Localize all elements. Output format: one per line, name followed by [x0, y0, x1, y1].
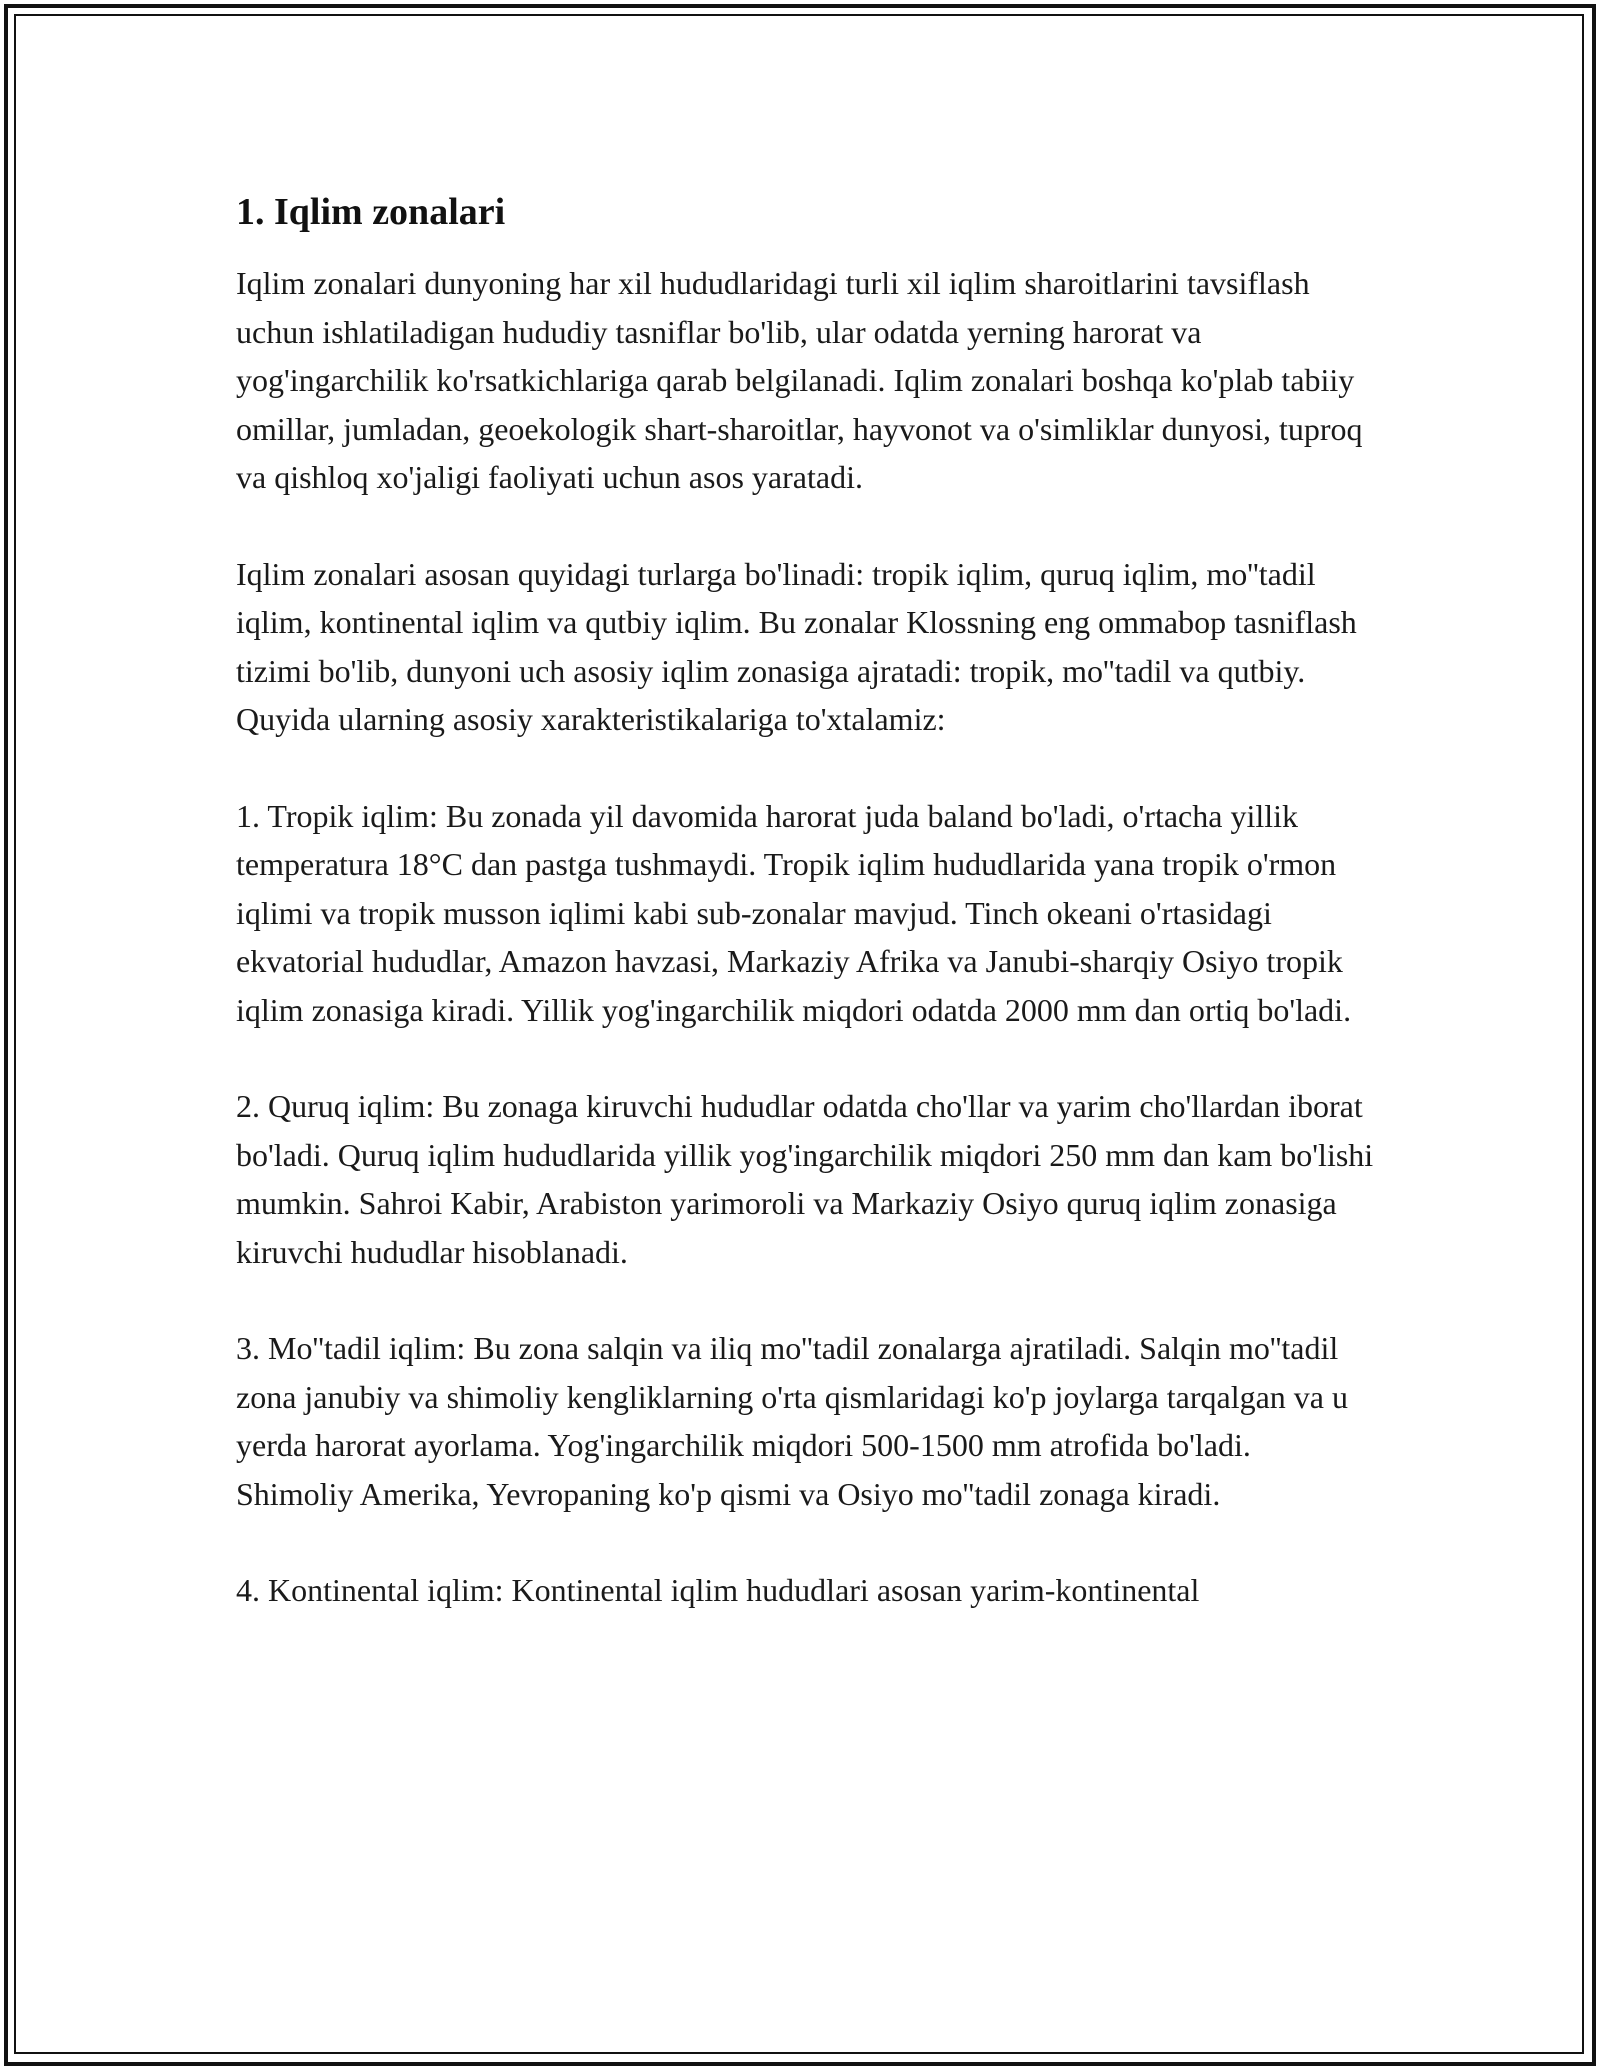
section-heading: 1. Iqlim zonalari [236, 191, 506, 233]
document-body [236, 186, 1376, 1663]
paragraph-tropical: 1. Tropik iqlim: Bu zonada yil davomida harorat juda baland bo'ladi, o'rtacha yillik temperatura 18°C dan pastga tushmaydi. Tropik iqlim hududlarida yana tropik o'rmon iqlimi va tropik musson iqlimi kabi sub-zonalar mavjud. Tinch okeani o'rtasidagi ekvatorial hududlar, Amazon havzasi, Markaziy Afrika va Janubi-sharqiy Osiyo tropik iqlim zonasiga kiradi. Yillik yog'ingarchilik miqdori odatda 2000 mm dan ortiq bo'ladi. [236, 797, 1352, 1028]
paragraph-types: Iqlim zonalari asosan quyidagi turlarga bo'linadi: tropik iqlim, quruq iqlim, mo''tadil iqlim, kontinental iqlim va qutbiy iqlim. Bu zonalar Klossning eng ommabop tasniflash tizimi bo'lib, dunyoni uch asosiy iqlim zonasiga ajratadi: tropik, mo''tadil va qutbiy. Quyida ularning asosiy xarakteristikalariga to'xtalamiz: [236, 555, 1357, 738]
paragraph-dry: 2. Quruq iqlim: Bu zonaga kiruvchi hududlar odatda cho'llar va yarim cho'llardan iborat bo'ladi. Quruq iqlim hududlarida yillik yog'ingarchilik miqdori 250 mm dan kam bo'lishi mumkin. Sahroi Kabir, Arabiston yarimoroli va Markaziy Osiyo quruq iqlim zonasiga kiruvchi hududlar hisoblanadi. [236, 1088, 1374, 1270]
paragraph-temperate: 3. Mo''tadil iqlim: Bu zona salqin va iliq mo''tadil zonalarga ajratiladi. Salqin mo''tadil zona janubiy va shimoliy kengliklarning o'rta qismlaridagi ko'p joylarga tarqalgan va u yerda harorat ayorlama. Yog'ingarchilik miqdori 500-1500 mm atrofida bo'ladi. Shimoliy Amerika, Yevropaning ko'p qismi va Osiyo mo''tadil zonaga kiradi. [236, 1330, 1348, 1512]
paragraph-continental: 4. Kontinental iqlim: Kontinental iqlim hududlari asosan yarim-kontinental [236, 1572, 1200, 1609]
paragraph-intro: Iqlim zonalari dunyoning har xil hududlaridagi turli xil iqlim sharoitlarini tavsiflash uchun ishlatiladigan hududiy tasniflar bo'lib, ular odatda yerning harorat va yog'ingarchilik ko'rsatkichlariga qarab belgilanadi. Iqlim zonalari boshqa ko'plab tabiiy omillar, jumladan, geoekologik shart-sharoitlar, hayvonot va o'simliklar dunyosi, tuproq va qishloq xo'jaligi faoliyati uchun asos yaratadi. [236, 265, 1363, 496]
